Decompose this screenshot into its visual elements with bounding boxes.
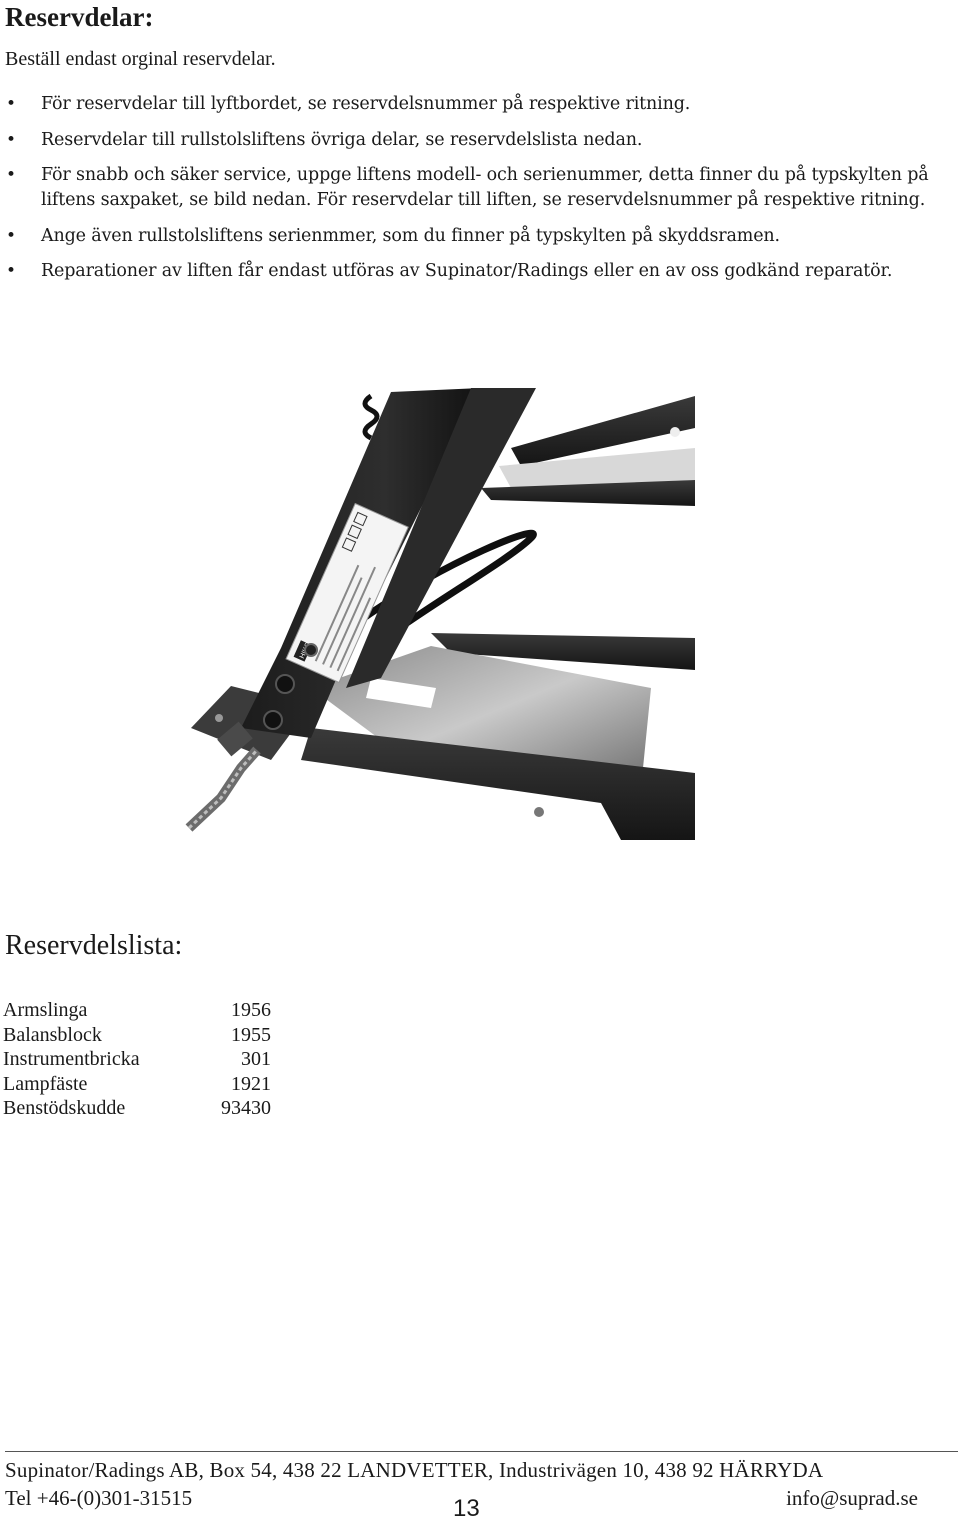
bullet-dot-icon: • (6, 261, 16, 281)
parts-list-heading: Reservdelslista: (5, 930, 183, 961)
part-number: 1955 (231, 1023, 271, 1046)
part-number: 93430 (221, 1097, 271, 1119)
part-name: Armslinga (3, 999, 88, 1021)
bullet-text: För snabb och säker service, uppge liftens modell- och serienummer, detta finner du på typskylten på liftens saxpaket, se bild nedan. För reservdelar till liften, se reservdelsnummer på respektive ritning. (41, 165, 929, 210)
page-title: Reservdelar: (5, 2, 154, 32)
bullet-dot-icon: • (6, 165, 16, 185)
bullet-dot-icon: • (6, 94, 16, 114)
table-row (3, 998, 271, 1023)
part-name: Balansblock (3, 1023, 102, 1046)
part-number: 1956 (231, 999, 271, 1021)
part-name: Instrumentbricka (3, 1048, 140, 1070)
footer-phone: Tel +46-(0)301-31515 (5, 1486, 193, 1510)
page-number: 13 (453, 1495, 480, 1522)
bullet-item (0, 128, 960, 153)
bullet-text: Reparationer av liften får endast utföras av Supinator/Radings eller en av oss godkänd reparatör. (41, 261, 893, 281)
part-number: 1921 (231, 1072, 271, 1095)
part-name: Lampfäste (3, 1072, 88, 1095)
bullet-item (0, 224, 960, 249)
table-row (3, 1072, 271, 1097)
part-number: 301 (241, 1048, 271, 1070)
bullet-item (0, 92, 960, 117)
table-row (3, 1096, 271, 1121)
bullet-text: För reservdelar till lyftbordet, se reservdelsnummer på respektive ritning. (41, 94, 691, 114)
bullet-dot-icon: • (6, 225, 16, 246)
bullet-list (0, 92, 960, 295)
bullet-dot-icon: • (6, 129, 16, 150)
lift-scissor-photo (181, 388, 695, 840)
bullet-text: Ange även rullstolsliftens serienmmer, som du finner på typskylten på skyddsramen. (41, 225, 780, 246)
part-name: Benstödskudde (3, 1097, 126, 1119)
intro-text: Beställ endast orginal reservdelar. (5, 48, 276, 70)
bullet-item (0, 163, 960, 213)
table-row (3, 1023, 271, 1048)
footer-address: Supinator/Radings AB, Box 54, 438 22 LANDVETTER, Industrivägen 10, 438 92 HÄRRYDA (5, 1458, 824, 1482)
bullet-item (0, 259, 960, 284)
bullet-text: Reservdelar till rullstolsliftens övriga delar, se reservdelslista nedan. (41, 129, 643, 150)
table-row (3, 1047, 271, 1072)
footer-divider (5, 1451, 958, 1452)
footer-email[interactable]: info@suprad.se (786, 1486, 918, 1510)
parts-table (3, 998, 271, 1121)
